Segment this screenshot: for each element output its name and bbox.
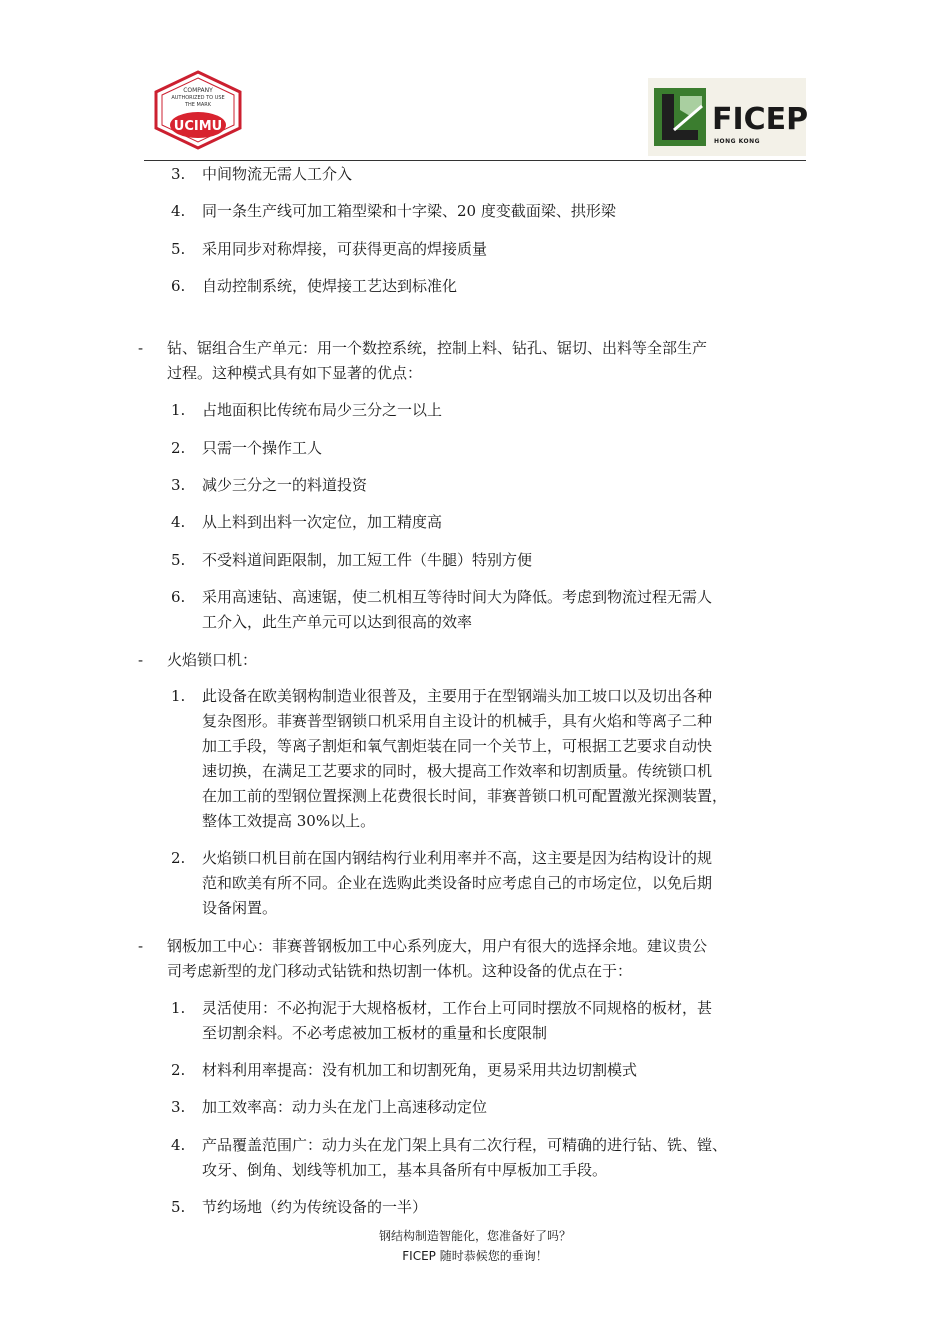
ucimu-name: UCIMU — [173, 119, 223, 134]
list-item-line: 灵活使用：不必拘泥于大规格板材，工作台上可同时摆放不同规格的板材，甚 — [202, 999, 713, 1017]
list-number: 6. — [171, 588, 186, 606]
list-item-line: 范和欧美有所不同。企业在选购此类设备时应考虑自己的市场定位，以免后期 — [202, 874, 713, 892]
list-number: 6. — [171, 277, 186, 295]
header-rule — [144, 160, 806, 161]
list-item-line: 火焰锁口机目前在国内钢结构行业利用率并不高，这主要是因为结构设计的规 — [202, 849, 713, 867]
list-number: 3. — [171, 1098, 186, 1116]
list-number: 3. — [171, 165, 186, 183]
list-item: 从上料到出料一次定位，加工精度高 — [202, 513, 443, 531]
list-item: 节约场地（约为传统设备的一半） — [202, 1198, 428, 1216]
list-item-line: 攻牙、倒角、划线等机加工，基本具备所有中厚板加工手段。 — [202, 1161, 608, 1179]
list-number: 5. — [171, 551, 186, 569]
page-header — [0, 0, 950, 165]
ficep-logo — [648, 78, 809, 156]
section-paragraph-line: 过程。这种模式具有如下显著的优点： — [167, 364, 423, 382]
list-item: 减少三分之一的料道投资 — [202, 476, 368, 494]
ucimu-line-2: AUTHORIZED TO USE — [171, 95, 225, 101]
list-item-line: 加工手段，等离子割炬和氧气割炬装在同一个关节上，可根据工艺要求自动快 — [202, 737, 713, 755]
ucimu-line-3: THE MARK — [184, 102, 212, 108]
ucimu-line-1: COMPANY — [183, 87, 213, 94]
section-paragraph-line: 司考虑新型的龙门移动式钻铣和热切割一体机。这种设备的优点在于： — [167, 962, 633, 980]
footer-line-1: 钢结构制造智能化，您准备好了吗？ — [378, 1229, 571, 1243]
list-number: 3. — [171, 476, 186, 494]
list-item: 采用同步对称焊接，可获得更高的焊接质量 — [202, 240, 488, 258]
list-item: 加工效率高：动力头在龙门上高速移动定位 — [202, 1098, 488, 1116]
list-item-line: 采用高速钻、高速锯，使二机相互等待时间大为降低。考虑到物流过程无需人 — [202, 588, 713, 606]
list-number: 5. — [171, 240, 186, 258]
list-number: 4. — [171, 202, 186, 220]
list-item-line: 至切割余料。不必考虑被加工板材的重量和长度限制 — [202, 1024, 548, 1042]
footer-line-2: FICEP 随时恭候您的垂询！ — [402, 1249, 548, 1263]
section-paragraph-line: 钢板加工中心：菲赛普钢板加工中心系列庞大，用户有很大的选择余地。建议贵公 — [167, 937, 708, 955]
list-number: 2. — [171, 849, 186, 867]
section-title: 火焰锁口机： — [167, 651, 258, 669]
ficep-sub: HONG KONG — [714, 138, 761, 145]
list-item: 自动控制系统，使焊接工艺达到标准化 — [202, 277, 458, 295]
list-number: 1. — [171, 687, 186, 705]
list-item: 不受料道间距限制，加工短工件（牛腿）特别方便 — [202, 551, 533, 569]
list-item-line: 此设备在欧美钢构制造业很普及，主要用于在型钢端头加工坡口以及切出各种 — [202, 687, 713, 705]
list-item: 中间物流无需人工介入 — [202, 165, 353, 183]
list-item-line: 产品覆盖范围广：动力头在龙门架上具有二次行程，可精确的进行钻、铣、镗、 — [202, 1136, 728, 1154]
bullet-dash: - — [138, 651, 144, 669]
bullet-dash: - — [138, 339, 144, 357]
list-item: 同一条生产线可加工箱型梁和十字梁、20 度变截面梁、拱形梁 — [202, 202, 616, 220]
list-number: 2. — [171, 439, 186, 457]
list-number: 4. — [171, 513, 186, 531]
ficep-name: FICEP — [712, 102, 809, 137]
list-item-line: 在加工前的型钢位置探测上花费很长时间，菲赛普锁口机可配置激光探测装置， — [202, 787, 728, 805]
list-item-line: 工介入，此生产单元可以达到很高的效率 — [202, 613, 473, 631]
list-number: 4. — [171, 1136, 186, 1154]
list-number: 2. — [171, 1061, 186, 1079]
page-footer — [0, 1226, 950, 1266]
list-number: 5. — [171, 1198, 186, 1216]
list-item-line: 设备闲置。 — [202, 899, 278, 917]
ficep-mark-icon — [652, 86, 708, 148]
ucimu-logo-icon — [150, 70, 246, 150]
list-item: 只需一个操作工人 — [202, 439, 323, 457]
bullet-dash: - — [138, 937, 144, 955]
list-item-line: 速切换，在满足工艺要求的同时，极大提高工作效率和切割质量。传统锁口机 — [202, 762, 713, 780]
list-item-line: 整体工效提高 30%以上。 — [202, 812, 376, 830]
list-item: 材料利用率提高：没有机加工和切割死角，更易采用共边切割模式 — [202, 1061, 638, 1079]
list-number: 1. — [171, 999, 186, 1017]
section-paragraph-line: 钻、锯组合生产单元：用一个数控系统，控制上料、钻孔、锯切、出料等全部生产 — [167, 339, 708, 357]
list-item-line: 复杂图形。菲赛普型钢锁口机采用自主设计的机械手，具有火焰和等离子二种 — [202, 712, 713, 730]
list-item: 占地面积比传统布局少三分之一以上 — [202, 401, 443, 419]
list-number: 1. — [171, 401, 186, 419]
